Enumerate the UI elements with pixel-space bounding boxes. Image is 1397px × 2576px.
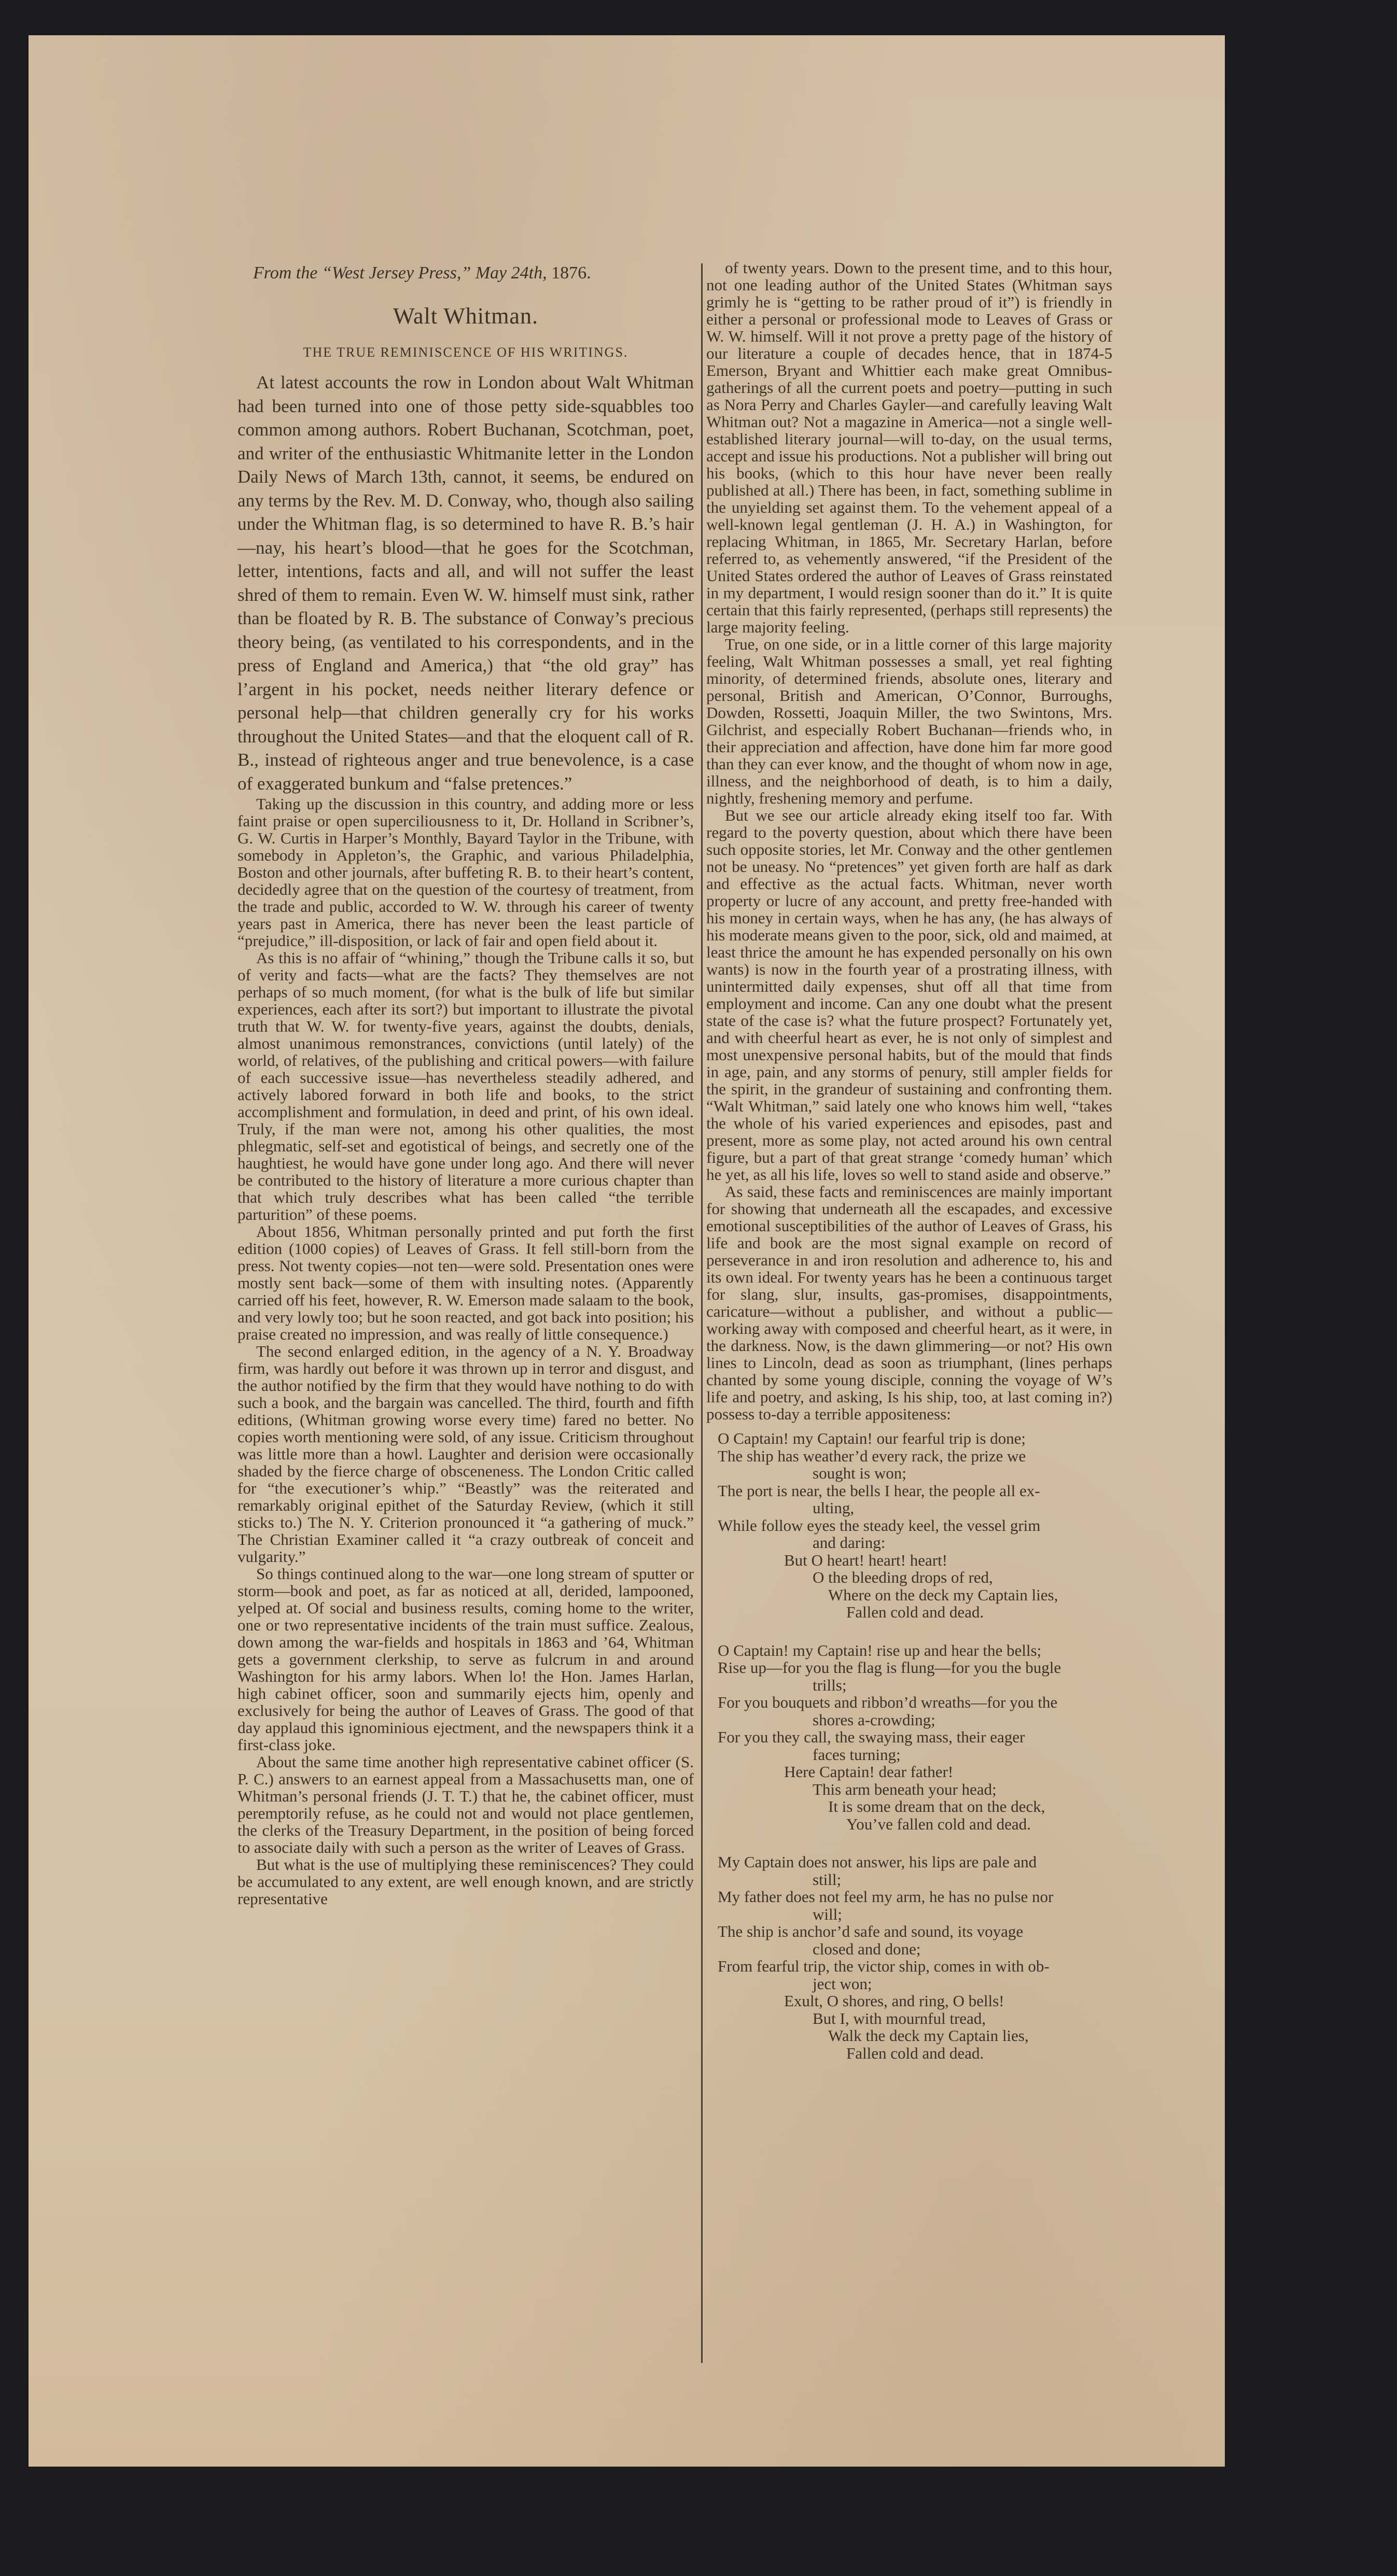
poem-line: O Captain! my Captain! our fearful trip is done; (718, 1429, 1026, 1447)
poem-line: Exult, O shores, and ring, O bells! (784, 1992, 1004, 2010)
newspaper-clipping (29, 35, 1225, 2467)
column-divider (701, 263, 703, 2363)
poem-line: Where on the deck my Captain lies, (828, 1585, 1058, 1604)
poem-line: But O heart! heart! heart! (784, 1551, 948, 1569)
poem-line: closed and done; (813, 1939, 921, 1958)
paragraph: True, on one side, or in a little corner of this large majority feeling, Walt Whitman possesses a small, yet real fighting minority, of determined friends, absolute ones, literary and personal, British and American, O’Connor, Burroughs, Dowden, Rossetti, Joaquin Miller, the two Swintons, Mrs. Gilchrist, and especially Robert Buchanan—friends who, in their appreciation and affection, have done him far more good than they can ever know, and the thought of whom now in age, illness, and the neighborhood of death, is to him a daily, nightly, freshening memory and perfume. (706, 635, 1112, 807)
paragraph: But what is the use of multiplying these reminiscences? They could be accumulated to any extent, are well enough known, and are strictly representative (238, 1855, 694, 1908)
paragraph: Taking up the discussion in this country, and adding more or less faint praise or open superciliousness to it, Dr. Holland in Scribner’s, G. W. Curtis in Harper’s Monthly, Bayard Taylor in the Tribune, with somebody in Appleton’s, the Graphic, and various Philadelphia, Boston and other journals, after buffeting R. B. to their heart’s content, decidedly agree that on the question of the courtesy of treatment, from the trade and public, accorded to W. W. through his career of twenty years past in America, there has never been the least particle of “prejudice,” ill-disposition, or lack of fair and open field about it. (238, 795, 694, 950)
lead-paragraph-block (238, 371, 694, 795)
left-column (238, 263, 694, 1907)
poem-line: Walk the deck my Captain lies, (828, 2026, 1029, 2045)
paragraph: So things continued along to the war—one long stream of sputter or storm—book and poet, as far as noticed at all, derided, lampooned, yelped at. Of social and business results, coming home to the writer, one or two representative incidents of the train must suffice. Zealous, down among the war-fields and hospitals in 1863 and ’64, Whitman gets a government clerkship, to serve as fulcrum in and around Washington for his army labors. When lo! the Hon. James Harlan, high cabinet officer, soon and summarily ejects him, openly and exclusively for being the author of Leaves of Grass. The good of that day applaud this ignominious ejectment, and the newspapers think it a first-class joke. (238, 1565, 694, 1754)
paragraph: About 1856, Whitman personally printed and put forth the first edition (1000 copies) of Leaves of Grass. It fell still-born from the press. Not twenty copies—not ten—were sold. Presentation ones were mostly sent back—some of them with insulting notes. (Apparently carried off his feet, however, R. W. Emerson made salaam to the book, and very lowly too; but he soon reacted, and got back into position; his praise created no impression, and was really of little consequence.) (238, 1222, 694, 1343)
article-subtitle: THE TRUE REMINISCENCE OF HIS WRITINGS. (303, 345, 628, 360)
poem-line: The port is near, the bells I hear, the people all ex- (718, 1481, 1040, 1500)
poem-line: sought is won; (813, 1464, 906, 1482)
poem-o-captain (706, 1430, 1112, 2062)
paragraph: But we see our article already eking itself too far. With regard to the poverty question, about which there have been such opposite stories, let Mr. Conway and the other gentlemen not be uneasy. No “pretences” yet given forth are half as dark and effective as the actual facts. Whitman, never worth property or lucre of any account, and pretty free-handed with his money in certain ways, when he has any, (he has always of his moderate means given to the poor, sick, old and maimed, at least thrice the amount he has expended personally on his own wants) is now in the fourth year of a prostrating illness, with unintermitted daily expenses, shut off all that time from employment and income. Can any one doubt what the present state of the case is? what the future prospect? Fortunately yet, and with cheerful heart as ever, he is not only of simplest and most unexpensive personal habits, but of the mould that finds in age, pain, and any storms of penury, still ampler fields for the spirit, in the grandeur of sustaining and confronting them. “Walt Whitman,” said lately one who knows him well, “takes the whole of his varied experiences and episodes, past and present, more as some play, not acted around his own central figure, but a part of that great strange ‘comedy human’ which he yet, as all his life, loves so well to stand aside and observe.” (706, 806, 1112, 1184)
dateline-year: 1876. (551, 263, 591, 283)
right-column (706, 259, 1112, 2082)
poem-line: faces turning; (813, 1745, 901, 1764)
poem-line: From fearful trip, the victor ship, comes in with ob- (718, 1957, 1050, 1975)
poem-line: You’ve fallen cold and dead. (846, 1814, 1031, 1833)
paragraph: The second enlarged edition, in the agency of a N. Y. Broadway firm, was hardly out before it was thrown up in terror and disgust, and the author notified by the firm that they would have nothing to do with such a book, and the bargain was cancelled. The third, fourth and fifth editions, (Whitman growing worse every time) fared no better. No copies worth mentioning were sold, of any issue. Criticism throughout was little more than a howl. Laughter and derision were occasionally shaded by the fierce charge of obsceneness. The London Critic called for “the executioner’s whip.” “Beastly” was the reiterated and remarkably original epithet of the Saturday Review, (which it still sticks to.) The N. Y. Criterion pronounced it “a gathering of muck.” The Christian Examiner called it “a crazy outbreak of conceit and vulgarity.” (238, 1342, 694, 1566)
poem-stanza (706, 1853, 1112, 2062)
poem-line: Rise up—for you the flag is flung—for you the bugle (718, 1658, 1061, 1677)
paragraph: As said, these facts and reminiscences are mainly important for showing that underneath all the escapades, and excessive emotional susceptibilities of the author of Leaves of Grass, his life and book are the most signal example on record of perseverance in and iron resolution and adherence to, his and its own ideal. For twenty years has he been a continuous target for slang, slur, insults, gas-promises, disappointments, caricature—without a publisher, and without a public—working away with composed and cheerful heart, as it were, in the darkness. Now, is the dawn glimmering—or not? His own lines to Lincoln, dead as soon as triumphant, (lines perhaps chanted by some young disciple, conning the voyage of W’s life and poetry, and asking, Is his ship, too, at last coming in?) possess to-day a terrible appositeness: (706, 1183, 1112, 1423)
dateline (253, 263, 694, 283)
poem-stanza (706, 1430, 1112, 1621)
poem-line: My father does not feel my arm, he has no pulse nor (718, 1888, 1054, 1906)
poem-line: and daring: (813, 1533, 886, 1552)
poem-line: Fallen cold and dead. (846, 1603, 984, 1621)
poem-stanza (706, 1642, 1112, 1833)
poem-line: The ship is anchor’d safe and sound, its voyage (718, 1922, 1024, 1940)
poem-line: While follow eyes the steady keel, the vessel grim (718, 1516, 1041, 1535)
poem-line: Fallen cold and dead. (846, 2044, 984, 2062)
poem-line: This arm beneath your head; (813, 1780, 997, 1798)
poem-line: will; (813, 1905, 842, 1923)
poem-line: ject won; (813, 1974, 872, 1993)
dateline-source: From the “West Jersey Press,” May 24th, (253, 263, 547, 283)
poem-line: The ship has weather’d every rack, the prize we (718, 1446, 1026, 1465)
poem-line: For you they call, the swaying mass, their eager (718, 1728, 1025, 1746)
article-title: Walt Whitman. (393, 303, 538, 329)
lead-paragraph: At latest accounts the row in London about Walt Whitman had been turned into one of those petty side-squabbles too common among authors. Robert Buchanan, Scotchman, poet, and writer of the enthusiastic Whitmanite letter in the London Daily News of March 13th, cannot, it seems, be endured on any terms by the Rev. M. D. Conway, who, though also sailing under the Whitman flag, is so determined to have R. B.’s hair—nay, his heart’s blood—that he goes for the Scotchman, letter, intentions, facts and all, and will not suffer the least shred of them to remain. Even W. W. himself must sink, rather than be floated by R. B. The substance of Conway’s precious theory being, (as ventilated to his correspondents, and in the press of England and America,) that “the old gray” has l’argent in his pocket, needs neither literary defence or personal help—that children generally cry for his works throughout the United States—and that the eloquent call of R. B., instead of righteous anger and true benevolence, is a case of exaggerated bunkum and “false pretences.” (238, 372, 694, 794)
left-body (238, 795, 694, 1907)
paragraph: About the same time another high representative cabinet officer (S. P. C.) answers to an earnest appeal from a Massachusetts man, one of Whitman’s personal friends (J. T. T.) that he, the cabinet officer, must peremptorily refuse, as he could not and would not place gentlemen, the clerks of the Treasury Department, in the position of being forced to associate daily with such a person as the writer of Leaves of Grass. (238, 1753, 694, 1856)
poem-line: still; (813, 1870, 842, 1889)
poem-line: trills; (813, 1676, 847, 1694)
poem-line: ulting, (813, 1499, 855, 1517)
poem-line: Here Captain! dear father! (784, 1763, 954, 1781)
paragraph: As this is no affair of “whining,” though the Tribune calls it so, but of verity and facts—what are the facts? They themselves are not perhaps of so much moment, (for what is the bulk of life but similar experiences, each after its sort?) but important to illustrate the pivotal truth that W. W. for twenty-five years, against the doubts, denials, almost unanimous remonstrances, convictions (until lately) of the world, of relatives, of the publishing and critical powers—with failure of each successive issue—has nevertheless steadily adhered, and actively labored forward in both life and books, to the strict accomplishment and formulation, in deed and print, of his own ideal. Truly, if the man were not, among his other qualities, the most phlegmatic, self-set and egotistical of beings, and secretly one of the haughtiest, he would have gone under long ago. And there will never be contributed to the history of literature a more curious chapter than that which truly describes what has been called “the terrible parturition” of these poems. (238, 949, 694, 1223)
poem-line: O Captain! my Captain! rise up and hear the bells; (718, 1641, 1042, 1659)
poem-line: It is some dream that on the deck, (828, 1797, 1045, 1815)
poem-line: But I, with mournful tread, (813, 2009, 986, 2028)
poem-line: shores a-crowding; (813, 1710, 935, 1729)
poem-line: For you bouquets and ribbon’d wreaths—for you the (718, 1693, 1058, 1711)
paragraph: of twenty years. Down to the present time, and to this hour, not one leading author of the United States (Whitman says grimly he is “getting to be rather proud of it”) is friendly in either a personal or professional mode to Leaves of Grass or W. W. himself. Will it not prove a pretty page of the history of our literature a couple of decades hence, that in 1874-5 Emerson, Bryant and Whittier each make great Omnibus-gatherings of all the current poets and poetry—putting in such as Nora Perry and Charles Gayler—and carefully leaving Walt Whitman out? Not a magazine in America—not a single well-established literary journal—will to-day, on the usual terms, accept and issue his productions. Not a publisher will bring out his books, (which to this hour have never been really published at all.) There has been, in fact, something sublime in the unyielding set against them. To the vehement appeal of a well-known legal gentleman (J. H. A.) in Washington, for replacing Whitman, in 1865, Mr. Secretary Harlan, before referred to, as vehemently answered, “if the President of the United States ordered the author of Leaves of Grass reinstated in my department, I would resign sooner than do it.” It is quite certain that this fairly represented, (perhaps still represents) the large majority feeling. (706, 259, 1112, 636)
poem-line: My Captain does not answer, his lips are pale and (718, 1853, 1037, 1871)
poem-line: O the bleeding drops of red, (813, 1568, 993, 1586)
